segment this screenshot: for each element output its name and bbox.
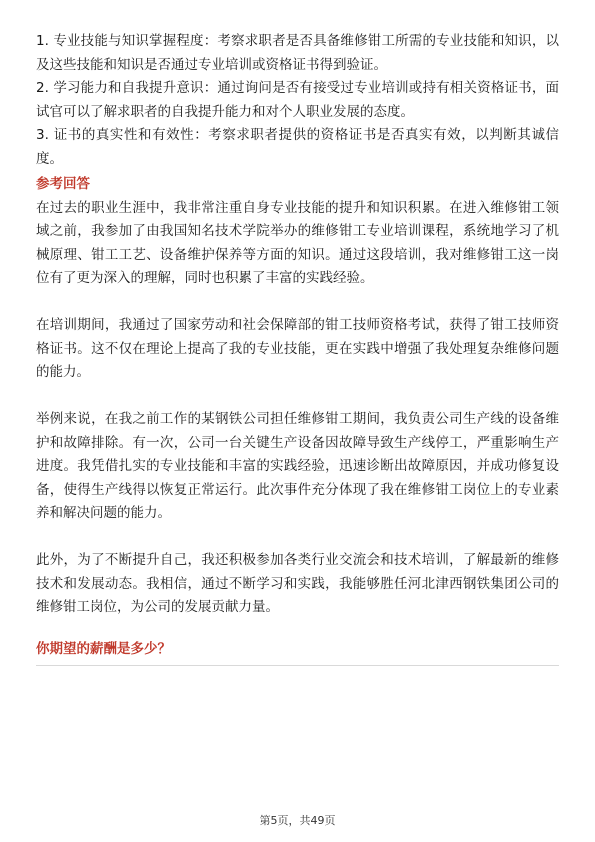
answer-paragraph-2: 在培训期间，我通过了国家劳动和社会保障部的钳工技师资格考试，获得了钳工技师资格证书。这不仅在理论上提高了我的专业技能，更在实践中增强了我处理复杂维修问题的能力。 [36,317,559,380]
answer-paragraph-4: 此外，为了不断提升自己，我还积极参加各类行业交流会和技术培训，了解最新的维修技术和发展动态。我相信，通过不断学习和实践，我能够胜任河北津西钢铁集团公司的维修钳工岗位，为公司的发展贡献力量。 [36,552,559,615]
answer-paragraph-1: 在过去的职业生涯中，我非常注重自身专业技能的提升和知识积累。在进入维修钳工领域之前，我参加了由我国知名技术学院举办的维修钳工专业培训课程，系统地学习了机械原理、钳工工艺、设备维护保养等方面的知识。通过这段培训，我对维修钳工这一岗位有了更为深入的理解，同时也积累了丰富的实践经验。 [36,199,559,286]
criteria-item-1: 1. 专业技能与知识掌握程度：考察求职者是否具备维修钳工所需的专业技能和知识，以及这些技能和知识是否通过专业培训或资格证书得到验证。 [36,33,559,73]
evaluation-criteria-list [36,30,559,171]
criteria-item-3: 3. 证书的真实性和有效性：考察求职者提供的资格证书是否真实有效，以判断其诚信度。 [36,127,559,167]
next-question-heading: 你期望的薪酬是多少？ [36,640,171,657]
answer-paragraph-3: 举例来说，在我之前工作的某钢铁公司担任维修钳工期间，我负责公司生产线的设备维护和故障排除。有一次，公司一台关键生产设备因故障导致生产线停工，严重影响生产进度。我凭借扎实的专业技能和丰富的实践经验，迅速诊断出故障原因，并成功修复设备，使得生产线得以恢复正常运行。此次事件充分体现了我在维修钳工岗位上的专业素养和解决问题的能力。 [36,411,559,521]
criteria-item-2: 2. 学习能力和自我提升意识：通过询问是否有接受过专业培训或持有相关资格证书，面试官可以了解求职者的自我提升能力和对个人职业发展的态度。 [36,80,559,120]
page-content [36,24,559,666]
answer-body [36,197,559,620]
answer-heading: 参考回答 [36,176,90,192]
section-divider [36,665,559,666]
page-footer: 第5页，共49页 [259,814,336,827]
